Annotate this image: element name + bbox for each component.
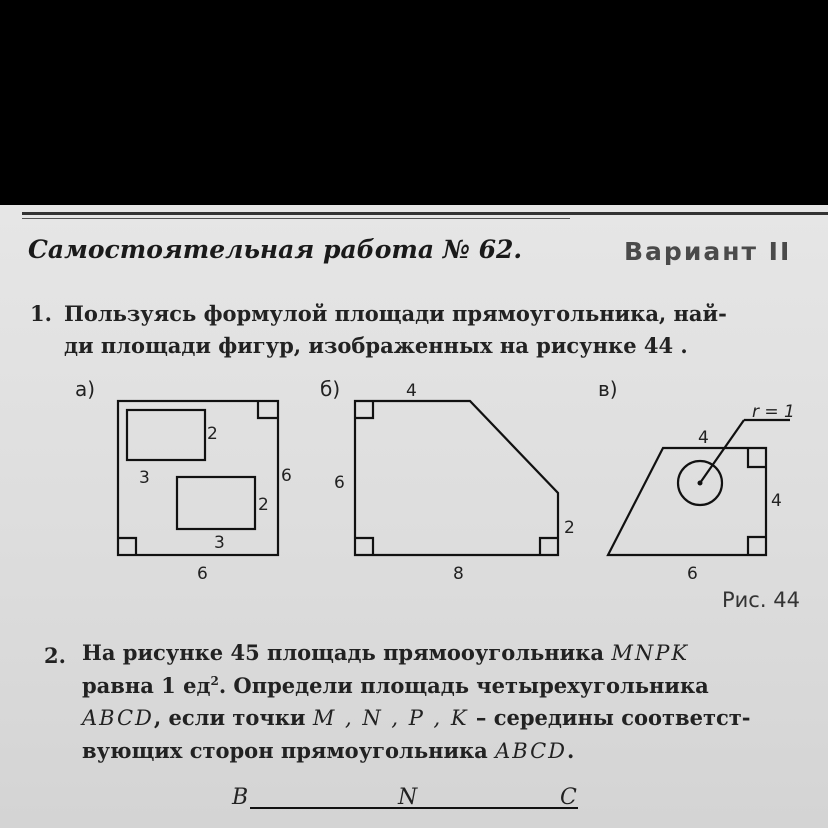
task2-line3-rest: – середины соответст- (475, 705, 751, 730)
page-title: Самостоятельная работа № 62. (28, 235, 523, 264)
task1-line2: ди площади фигур, изображенных на рисунке 44 . (64, 333, 688, 358)
task2-line4-text: вующих сторон прямоугольника (82, 738, 488, 763)
fig-c-dim-top: 4 (698, 428, 709, 448)
fig-c-dim-bottom: 6 (687, 564, 698, 584)
fig-a-dim-inner2-bottom: 3 (214, 533, 225, 553)
task2-number: 2. (44, 643, 66, 668)
figure-45-top-edge (0, 205, 828, 828)
fig-b-dim-left: 6 (334, 473, 345, 493)
fig-b-dim-right: 2 (564, 518, 575, 538)
figure-b-label: б) (320, 377, 341, 401)
figure-a-label: а) (75, 377, 96, 401)
textbook-page (0, 205, 828, 828)
fig-a-dim-inner2-right: 2 (258, 495, 269, 515)
task2-line1-text: На рисунке 45 площадь прямооугольника (82, 640, 604, 665)
task2-points: M , N , P , K (312, 706, 469, 730)
task2-line2-rest: . Определи площадь четырехугольника (218, 673, 709, 698)
task1-line1: Пользуясь формулой площади прямоугольника, най- (64, 301, 727, 326)
task2-line3-mid: , если точки (153, 705, 306, 730)
figure-caption: Рис. 44 (722, 588, 800, 612)
task1-number: 1. (30, 301, 52, 326)
fig-b-dim-top: 4 (406, 381, 417, 401)
fig-a-dim-inner-left: 3 (139, 468, 150, 488)
fig-c-dim-right: 4 (771, 491, 782, 511)
fig-a-dim-inner-top: 2 (207, 424, 218, 444)
figure-c-label: в) (598, 377, 618, 401)
variant-label: Вариант II (624, 237, 792, 266)
fig45-label-n: N (398, 785, 418, 810)
fig45-label-c: C (560, 785, 577, 810)
fig-a-dim-outer-right: 6 (281, 466, 292, 486)
task2-period: . (567, 738, 575, 763)
task2-quad-name: ABCD (82, 706, 154, 730)
fig-a-dim-outer-bottom: 6 (197, 564, 208, 584)
task2-unit-exponent: 2 (210, 674, 219, 688)
fig45-label-b: B (232, 785, 249, 810)
task2-rect-name: MNPK (611, 641, 690, 665)
fig-c-radius-label: r = 1 (752, 402, 795, 422)
fig-b-dim-bottom: 8 (453, 564, 464, 584)
task2-rect-abcd: ABCD (495, 739, 568, 763)
task2-line2-text: равна 1 ед (82, 673, 211, 698)
